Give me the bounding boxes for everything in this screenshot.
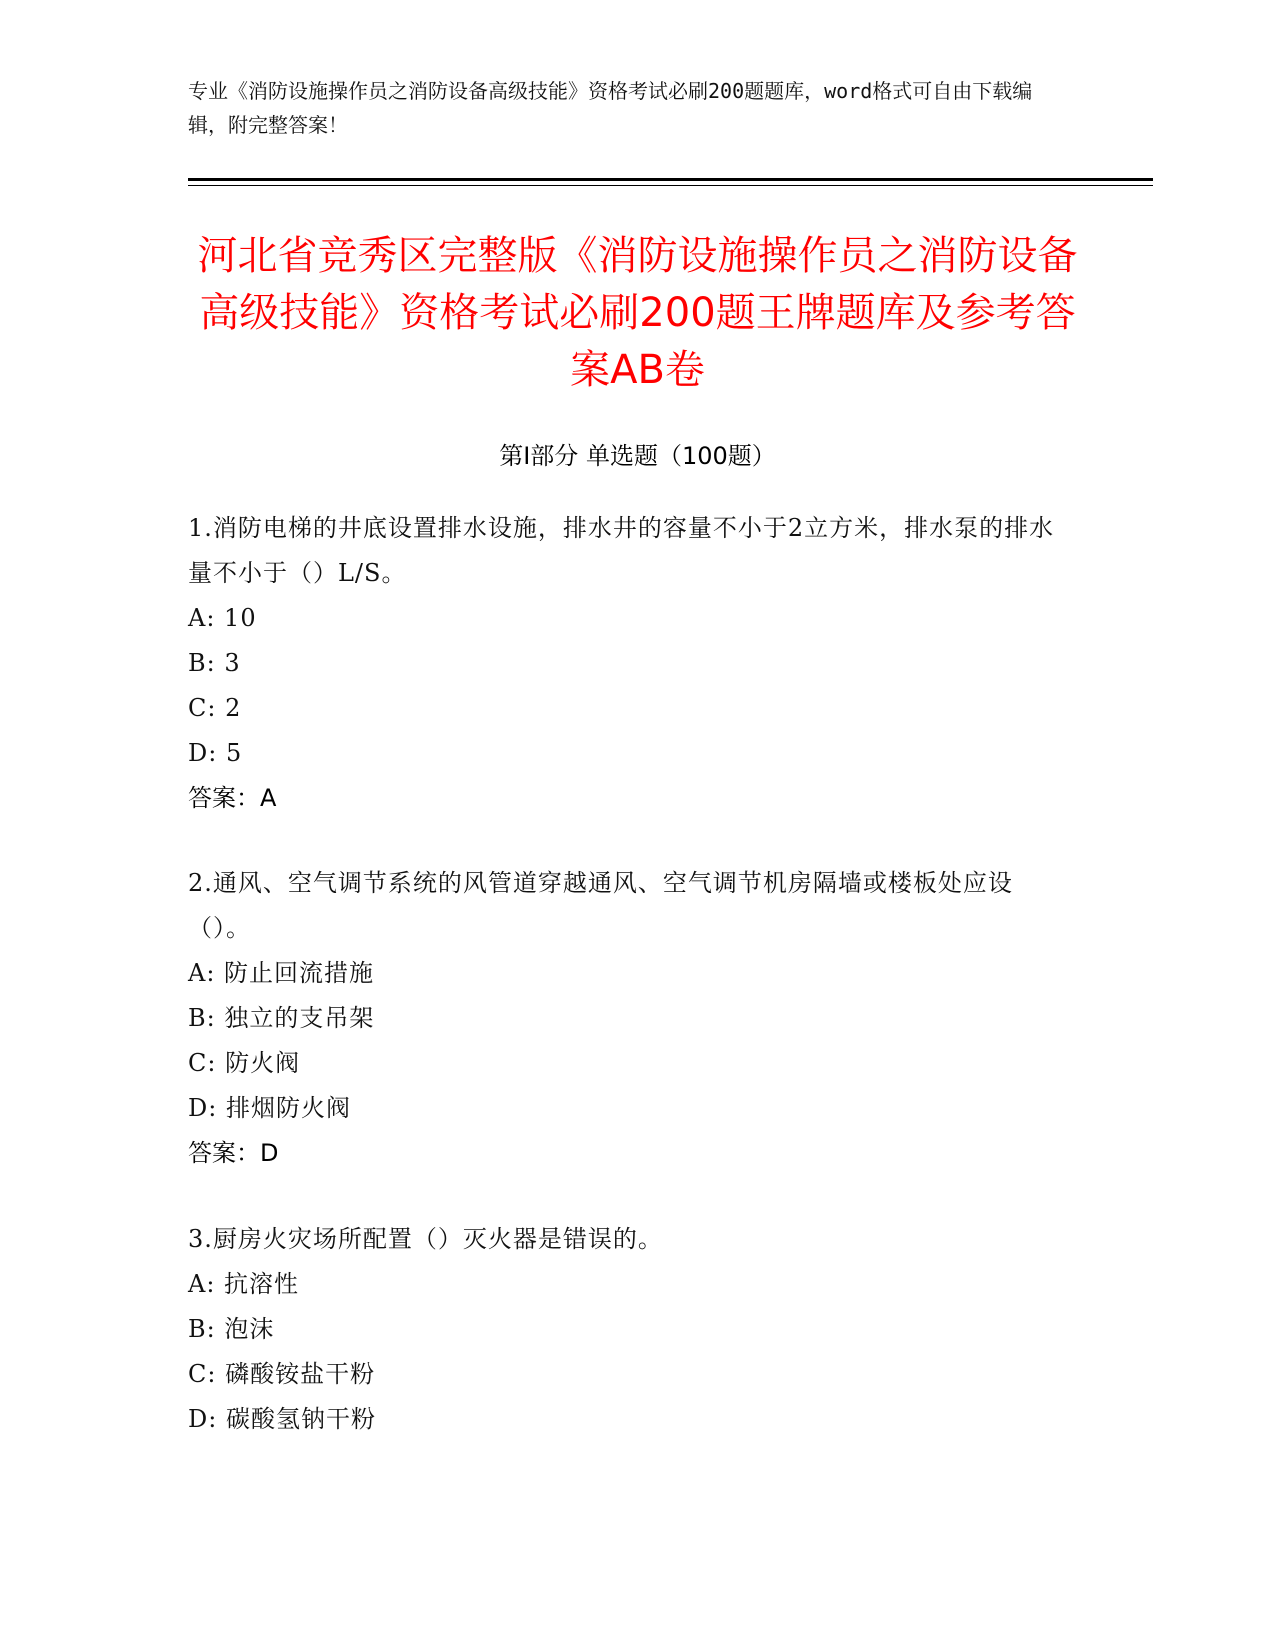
option-b: B: 独立的支吊架 [188, 1004, 375, 1032]
option-c: C: 磷酸铵盐干粉 [188, 1360, 376, 1388]
option-d: D: 排烟防火阀 [188, 1094, 351, 1122]
question-3 [188, 1217, 1068, 1442]
option-a: A: 防止回流措施 [188, 959, 375, 987]
question-1 [188, 506, 1068, 821]
option-b: B: 3 [188, 649, 241, 677]
question-text: 1.消防电梯的井底设置排水设施，排水井的容量不小于2立方米，排水泵的排水量不小于（）L/S。 [188, 514, 1055, 587]
header-divider-thin [188, 185, 1153, 186]
option-a: A: 抗溶性 [188, 1270, 300, 1298]
section-heading: 第Ⅰ部分 单选题（100题） [499, 442, 776, 470]
option-b: B: 泡沫 [188, 1315, 275, 1343]
document-title: 河北省竞秀区完整版《消防设施操作员之消防设备高级技能》资格考试必刷200题王牌题库及参考答案AB卷 [197, 233, 1078, 393]
option-d: D: 5 [188, 739, 243, 767]
answer: 答案：A [188, 784, 277, 812]
option-a: A: 10 [188, 604, 257, 632]
option-c: C: 2 [188, 694, 242, 722]
option-d: D: 碳酸氢钠干粉 [188, 1405, 376, 1433]
header-note: 专业《消防设施操作员之消防设备高级技能》资格考试必刷200题题库，word格式可自由下载编辑，附完整答案！ [188, 79, 1033, 137]
header-divider-thick [188, 178, 1153, 181]
question-2 [188, 861, 1068, 1176]
question-text: 2.通风、空气调节系统的风管道穿越通风、空气调节机房隔墙或楼板处应设（）。 [188, 869, 1013, 942]
option-c: C: 防火阀 [188, 1049, 301, 1077]
question-text: 3.厨房火灾场所配置（）灭火器是错误的。 [188, 1225, 663, 1253]
answer: 答案：D [188, 1139, 279, 1167]
